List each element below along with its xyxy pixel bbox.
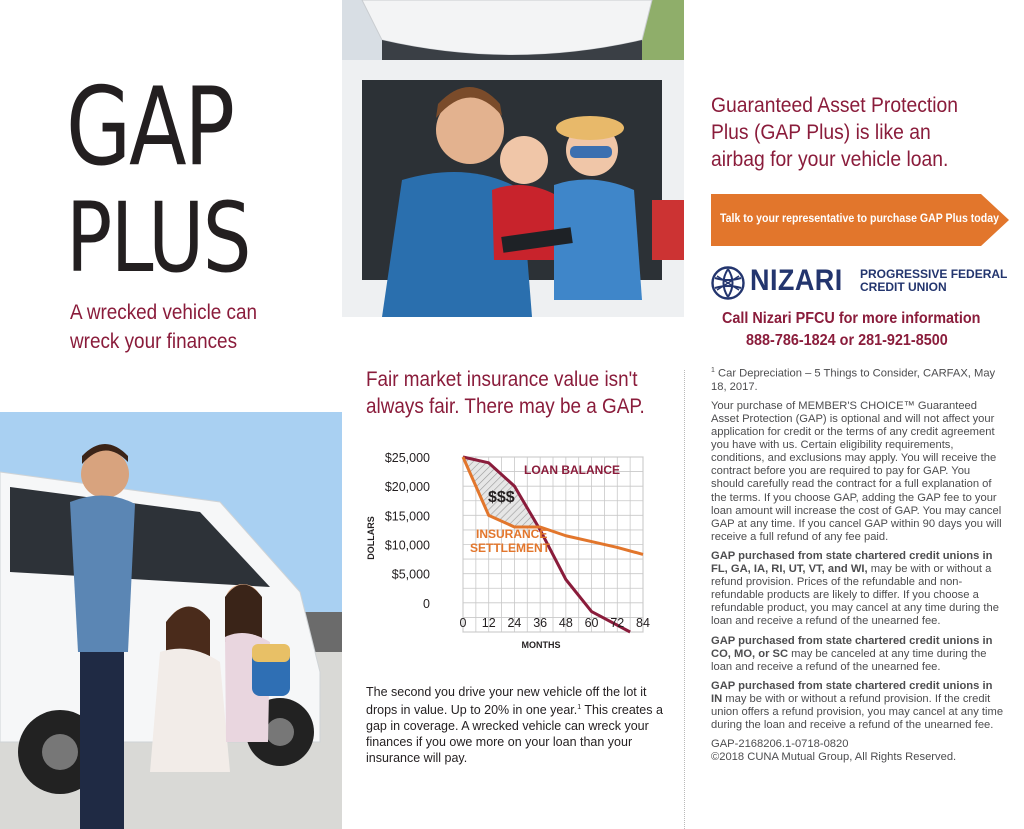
fine-print [711, 364, 1005, 764]
footnote-text: Car Depreciation – 5 Things to Consider, CARFAX, May 18, 2017. [711, 367, 996, 393]
x-tick-label: 0 [459, 616, 467, 630]
gap-plus-heading-line-2: Plus (GAP Plus) is like an [711, 121, 931, 144]
chart-x-axis-label: MONTHS [521, 640, 561, 650]
x-tick-label: 60 [584, 616, 599, 630]
y-tick-label: $25,000 [384, 451, 430, 465]
gap-plus-heading-line-1: Guaranteed Asset Protection [711, 94, 959, 117]
disclosure-paragraph-4 [711, 680, 1005, 732]
footnote-mark: 1 [711, 367, 715, 374]
chart-y-axis-label: DOLLARS [366, 516, 376, 560]
loan-balance-label: LOAN BALANCE [524, 463, 620, 477]
x-tick-label: 72 [610, 616, 625, 630]
logo-name: NIZARI [750, 264, 843, 297]
gap-chart [360, 440, 660, 655]
phone-numbers[interactable]: 888-786-1824 or 281-921-8500 [746, 332, 948, 349]
fair-value-heading [366, 366, 654, 420]
fair-value-heading-line-1: Fair market insurance value isn't [366, 368, 638, 391]
tagline-line-1: A wrecked vehicle can [70, 301, 258, 324]
chart-y-ticks [385, 451, 430, 611]
y-tick-label: $20,000 [384, 480, 430, 495]
footnote [711, 364, 1005, 394]
tagline-line-2: wreck your finances [70, 330, 238, 353]
disclosure-paragraph-2 [711, 550, 1005, 629]
disclosure-2-bold: GAP purchased from state chartered credit unions in FL, GA, IA, RI, UT, VT, and WI, [711, 549, 993, 576]
disclosure-3-text: may be canceled at any time during the loan and receive a refund of the unearned fee. [711, 647, 987, 673]
form-code: GAP-2168206.1-0718-0820 [711, 738, 849, 751]
disclosure-4-text: may be with or without a refund provision. If the credit union offers a refund provision, you may cancel at any time during the loan and receive a refund of the unearned fee. [711, 692, 1004, 732]
coverage-gap-text: This creates a gap in coverage. A wrecked vehicle can wreck your finances if you owe more on your loan than your insurance will pay. [366, 703, 663, 766]
insurance-settlement-label-line-2: SETTLEMENT [470, 541, 550, 555]
family-car-trunk-illustration [342, 0, 684, 317]
nizari-globe-icon [711, 266, 745, 300]
copyright: ©2018 CUNA Mutual Group, All Rights Reserved. [711, 751, 957, 764]
x-tick-label: 48 [558, 616, 573, 630]
family-car-trunk-photo [342, 0, 684, 317]
y-tick-label: $10,000 [384, 538, 430, 553]
gap-plus-heading [711, 92, 987, 173]
disclosure-3-bold: GAP purchased from state chartered credit unions in CO, MO, or SC [711, 634, 993, 660]
x-tick-label: 36 [533, 616, 548, 630]
fair-value-heading-line-2: always fair. There may be a GAP. [366, 395, 645, 418]
logo-subtitle-line-1: PROGRESSIVE FEDERAL [860, 267, 1008, 281]
depreciation-footnote-mark: 1 [577, 704, 582, 711]
cta-label[interactable]: Talk to your representative to purchase GAP Plus today [720, 211, 999, 225]
call-to-action-text: Call Nizari PFCU for more information [722, 310, 981, 327]
depreciation-paragraph [366, 684, 666, 766]
x-tick-label: 84 [636, 616, 650, 630]
y-tick-label: $15,000 [384, 509, 430, 524]
x-tick-label: 12 [481, 616, 496, 630]
depreciation-text: The second you drive your new vehicle off the lot it drops in value. Up to 20% in one year. [366, 685, 647, 718]
disclosure-4-bold: GAP purchased from state chartered credit unions in IN [711, 679, 993, 705]
brochure-title-plus: PLUS [66, 182, 250, 294]
disclosure-2-text: may be with or without a refund provision. Prices of the refundable and non-refundable products are likely to differ. If you choose a refundable product, you may cancel at any time during the loan and receive a refund of the unearned fee. [711, 563, 999, 628]
gap-plus-heading-line-3: airbag for your vehicle loan. [711, 148, 949, 171]
family-white-car-illustration [0, 412, 342, 829]
logo-subtitle-line-2: CREDIT UNION [860, 280, 947, 294]
disclosure-paragraph-3 [711, 635, 1005, 674]
insurance-settlement-label-line-1: INSURANCE [476, 527, 548, 541]
y-tick-label: 0 [423, 596, 430, 611]
family-white-car-photo [0, 412, 342, 829]
tagline [70, 298, 322, 356]
x-tick-label: 24 [507, 616, 522, 630]
brochure-title-gap: GAP [66, 65, 233, 190]
y-tick-label: $5,000 [391, 567, 430, 582]
disclosure-paragraph-1: Your purchase of MEMBER'S CHOICE™ Guaranteed Asset Protection (GAP) is optional and will not affect your application for credit or the terms of any credit agreement you have with us. Certain eligibility requirements, conditions, and exclusions may apply. You will receive the contract before you are required to pay for GAP. You should carefully read the contract for a full explanation of the terms. If you choose GAP, adding the GAP fee to your loan amount will increase the cost of GAP. You may cancel GAP at any time. If you cancel GAP within 90 days you will receive a full refund of any fee paid. [711, 399, 1002, 543]
gap-dollar-label: $$$ [488, 489, 515, 506]
column-divider [684, 370, 685, 829]
